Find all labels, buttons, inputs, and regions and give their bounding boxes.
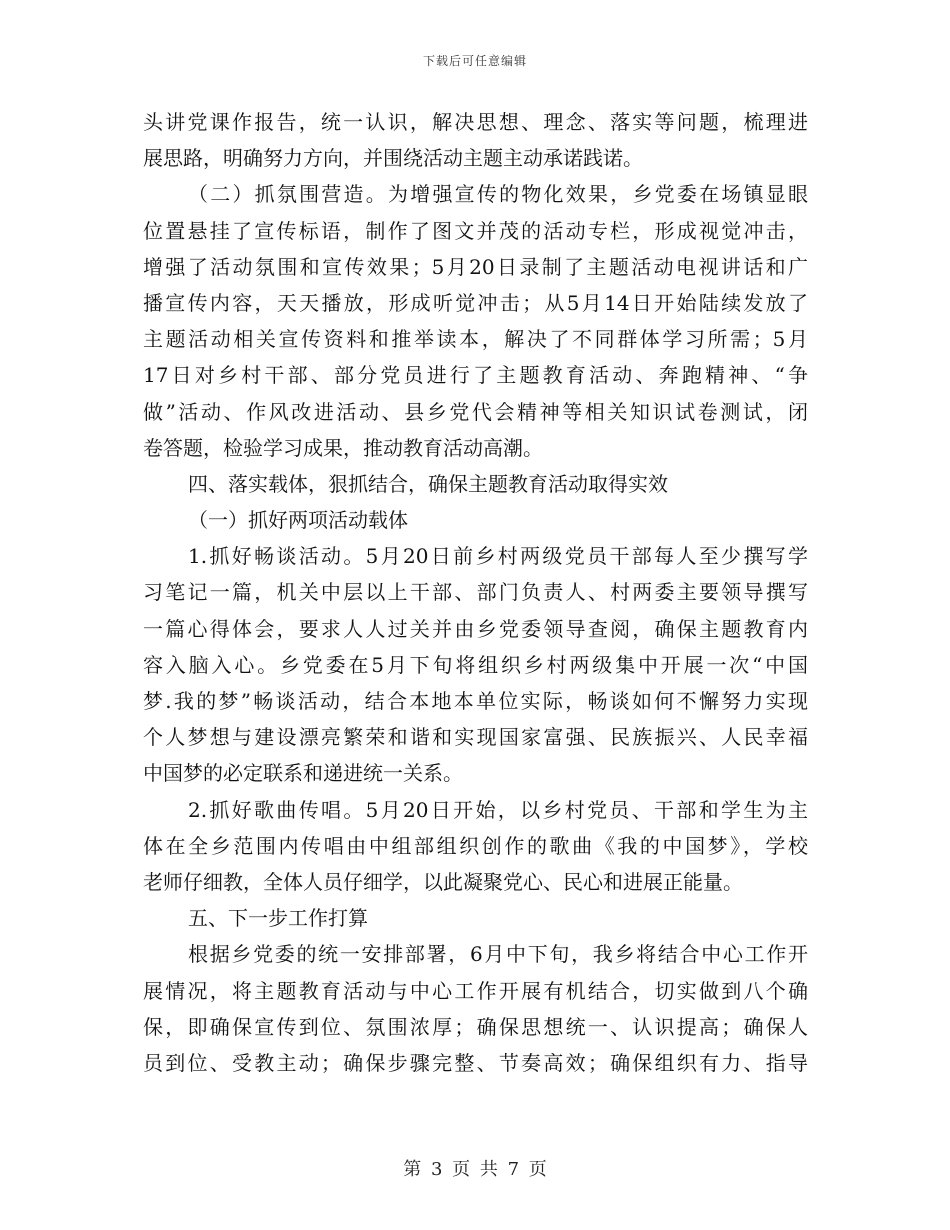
text-line: 员到位、受教主动；确保步骤完整、节奏高效；确保组织有力、指导	[143, 1050, 808, 1075]
text-line: 四、落实载体，狠抓结合，确保主题教育活动取得实效	[188, 471, 668, 496]
text-line: 一篇心得体会，要求人人过关并由乡党委领导查阅，确保主题教育内	[143, 616, 808, 641]
text-line: 17日对乡村干部、部分党员进行了主题教育活动、奔跑精神、“争	[143, 363, 808, 388]
text-line: 播宣传内容，天天播放，形成听觉冲击；从5月14日开始陆续发放了	[143, 290, 808, 315]
document-body	[143, 104, 808, 1081]
text-line: 卷答题，检验学习成果，推动教育活动高潮。	[143, 435, 543, 460]
page-number-footer: 第 3 页 共 7 页	[403, 1159, 547, 1180]
text-line: 做”活动、作风改进活动、县乡党代会精神等相关知识试卷测试，闭	[143, 399, 808, 424]
text-line: 1.抓好畅谈活动。5月20日前乡村两级党员干部每人至少撰写学	[188, 544, 808, 569]
text-line: 展思路，明确努力方向，并围绕活动主题主动承诺践诺。	[143, 146, 643, 171]
text-line: 体在全乡范围内传唱由中组部组织创作的歌曲《我的中国梦》，学校	[143, 833, 808, 858]
text-line: 2.抓好歌曲传唱。5月20日开始，以乡村党员、干部和学生为主	[188, 797, 808, 822]
text-line: 展情况，将主题教育活动与中心工作开展有机结合，切实做到八个确	[143, 978, 808, 1003]
text-line: 根据乡党委的统一安排部署，6月中下旬，我乡将结合中心工作开	[188, 942, 808, 967]
text-line: （一）抓好两项活动载体	[188, 508, 408, 533]
text-line: 中国梦的必定联系和递进统一关系。	[143, 761, 463, 786]
text-line: （二）抓氛围营造。为增强宣传的物化效果，乡党委在场镇显眼	[188, 182, 808, 207]
text-line: 容入脑入心。乡党委在5月下旬将组织乡村两级集中开展一次“中国	[143, 652, 808, 677]
text-line: 个人梦想与建设漂亮繁荣和谐和实现国家富强、民族振兴、人民幸福	[143, 725, 808, 750]
text-line: 头讲党课作报告，统一认识，解决思想、理念、落实等问题，梳理进	[143, 110, 808, 134]
page-header-note: 下载后可任意编辑	[422, 54, 527, 68]
text-line: 主题活动相关宣传资料和推举读本，解决了不同群体学习所需；5月	[143, 327, 808, 352]
text-line: 五、下一步工作打算	[188, 906, 368, 931]
text-line: 老师仔细教，全体人员仔细学，以此凝聚党心、民心和进展正能量。	[143, 869, 743, 894]
text-line: 位置悬挂了宣传标语，制作了图文并茂的活动专栏，形成视觉冲击，	[143, 218, 808, 243]
text-line: 习笔记一篇，机关中层以上干部、部门负责人、村两委主要领导撰写	[143, 580, 808, 605]
text-line: 梦.我的梦”畅谈活动，结合本地本单位实际，畅谈如何不懈努力实现	[143, 689, 808, 713]
text-line: 保，即确保宣传到位、氛围浓厚；确保思想统一、认识提高；确保人	[143, 1014, 808, 1039]
text-line: 增强了活动氛围和宣传效果；5月20日录制了主题活动电视讲话和广	[143, 254, 808, 279]
